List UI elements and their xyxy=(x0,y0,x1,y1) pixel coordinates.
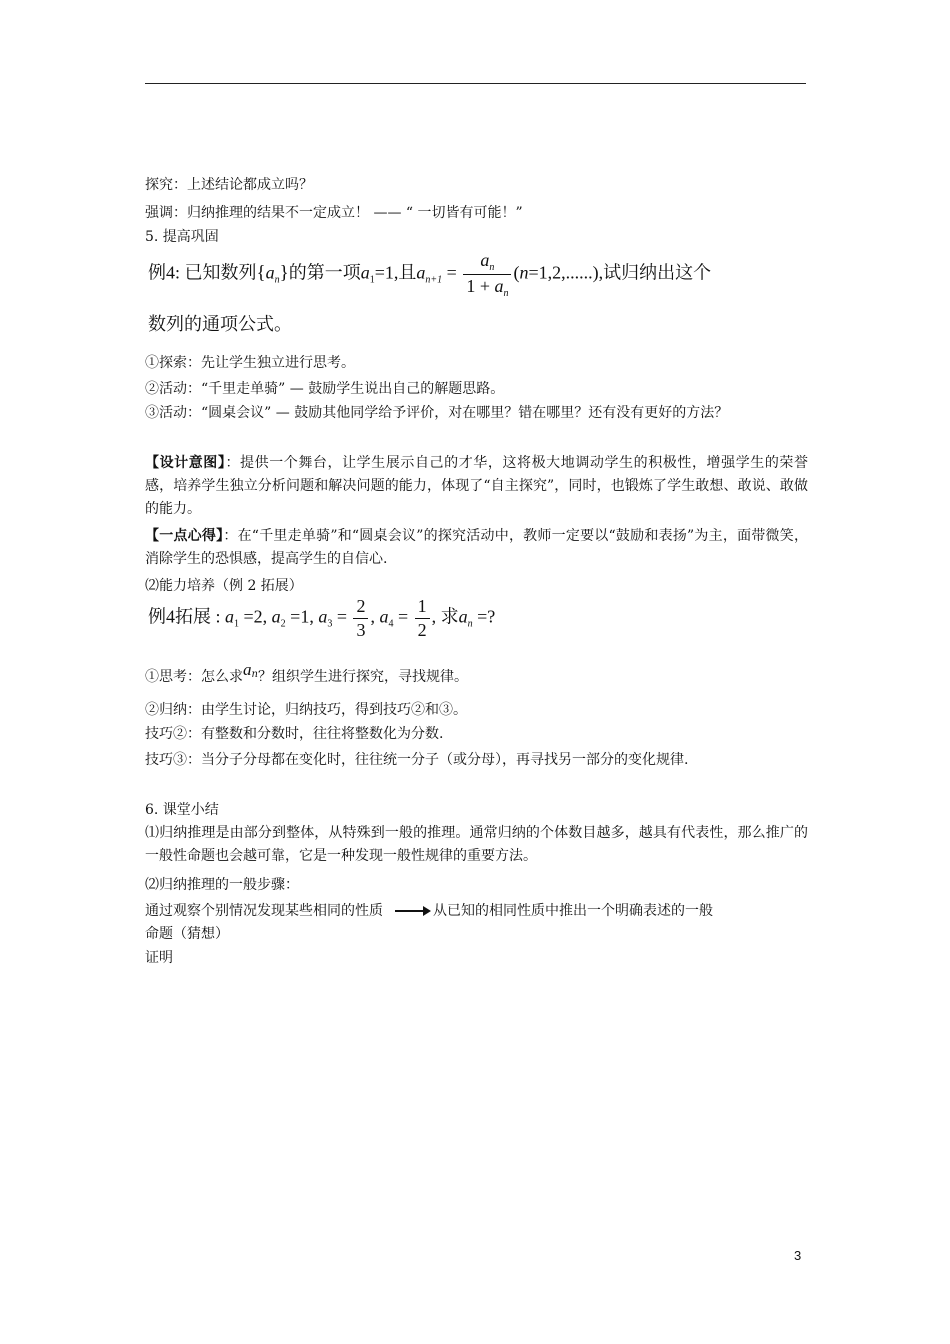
prove-line: 证明 xyxy=(145,950,173,966)
insight-label: 【一点心得】 xyxy=(145,528,224,544)
fraction-one-half: $\frac{1}{2}$ xyxy=(415,596,430,641)
tip-3: 技巧③：当分子分母都在变化时，往往统一分子（或分母），再寻找另一部分的变化规律. xyxy=(145,752,689,768)
summary-2: ⑵归纳推理的一般步骤： xyxy=(145,877,299,893)
insight-text: ：在“千里走单骑”和“圆桌会议”的探究活动中，教师一定要以“鼓励和表扬”为主，面带微笑，消除学生的恐惧感，提高学生的自信心. xyxy=(145,528,808,567)
step-activity-1: ②活动：“千里走单骑” — 鼓励学生说出自己的解题思路。 xyxy=(145,381,505,397)
step-explore: ①探索：先让学生独立进行思考。 xyxy=(145,355,355,371)
tip-2: 技巧②：有整数和分数时，往往将整数化为分数. xyxy=(145,726,444,742)
explore-line: 探究：上述结论都成立吗？ xyxy=(145,177,313,193)
example4-extension-formula: 例4拓展 : $a_1 =2$, $a_2 =1$, $a_3$ = $\frac{2}{3}$ , $a_4$ = $\frac{1}{2}$ , 求$a_n$ =? xyxy=(148,596,496,640)
fraction-two-thirds: $\frac{2}{3}$ xyxy=(353,596,368,641)
summary-1: ⑴归纳推理是由部分到整体，从特殊到一般的推理。通常归纳的个体数目越多，越具有代表性，那么推广的一般性命题也会越可靠，它是一种发现一般性规律的重要方法。 xyxy=(145,825,808,864)
ability-heading: ⑵能力培养（例 2 拓展） xyxy=(145,578,303,594)
header-rule xyxy=(145,83,806,84)
steps-line-2: 命题（猜想） xyxy=(145,926,229,942)
design-text: ：提供一个舞台，让学生展示自己的才华，这将极大地调动学生的积极性，增强学生的荣誉感，培养学生独立分析问题和解决问题的能力，体现了“自主探究”，同时，也锻炼了学生敢想、敢说、敢做的能力。 xyxy=(145,455,808,517)
emphasis-line: 强调：归纳推理的结果不一定成立！ —— “ 一切皆有可能！” xyxy=(145,205,523,221)
design-intent xyxy=(145,452,808,521)
induce-line: ②归纳：由学生讨论，归纳技巧，得到技巧②和③。 xyxy=(145,702,467,718)
think-line: ①思考：怎么求$a^n$？组织学生进行探究，寻找规律。 xyxy=(145,660,468,685)
example4-formula: 例4: 已知数列$\{a_n\}$的第一项$a_1=1$,且$a_{n+1}$ = $\frac{a_n}{1 + a_n}$ (n=1,2,......),试归纳出这个 xyxy=(148,250,712,299)
example4-line2: 数列的通项公式。 xyxy=(148,314,292,334)
example4-fraction: $\frac{a_n}{1 + a_n}$ xyxy=(463,250,511,299)
right-arrow-icon xyxy=(395,910,429,912)
page-number: 3 xyxy=(794,1248,802,1263)
insight xyxy=(145,525,808,571)
step-activity-2: ③活动：“圆桌会议” — 鼓励其他同学给予评价，对在哪里？错在哪里？还有没有更好的方法？ xyxy=(145,405,729,421)
steps-line: 通过观察个别情况发现某些相同的性质 从已知的相同性质中推出一个明确表述的一般 xyxy=(145,903,713,919)
section5-heading: 5. 提高巩固 xyxy=(145,229,219,245)
section6-heading: 6. 课堂小结 xyxy=(145,802,219,818)
design-label: 【设计意图】 xyxy=(145,455,226,471)
